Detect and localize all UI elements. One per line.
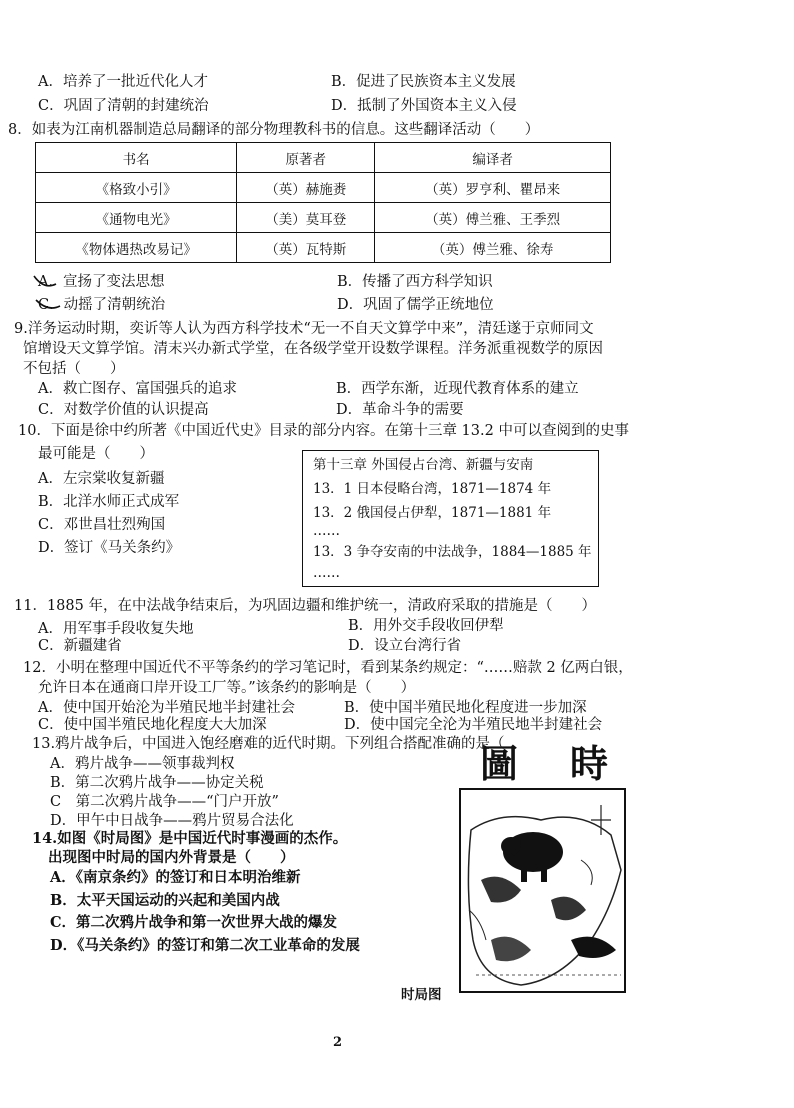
q10-stem-line2: 最可能是（ ）: [38, 446, 154, 462]
table-cell: （英）瓦特斯: [237, 233, 375, 263]
q12-stem-line1: 12．小明在整理中国近代不平等条约的学习笔记时，看到某条约规定：“……赔款 2 亿两白银，: [23, 660, 633, 676]
q9-option-b: B．西学东渐，近现代教育体系的建立: [336, 381, 579, 397]
q13-option-a: A．鸦片战争——领事裁判权: [50, 756, 235, 772]
table-cell: （英）赫施赉: [237, 173, 375, 203]
q9-option-a: A．救亡图存、富国强兵的追求: [38, 381, 237, 397]
q7-option-b: B．促进了民族资本主义发展: [331, 74, 516, 90]
q9-option-c: C．对数学价值的认识提高: [38, 402, 209, 418]
q14-option-b: B．太平天国运动的兴起和美国内战: [50, 892, 280, 909]
q12-option-a: A．使中国开始沦为半殖民地半封建社会: [38, 700, 295, 716]
q14-stem-line1: 14.如图《时局图》是中国近代时事漫画的杰作。: [32, 830, 348, 847]
q14-stem-line2: 出现图中时局的国内外背景是（ ）: [48, 849, 295, 866]
q7-option-c: C．巩固了清朝的封建统治: [38, 98, 209, 114]
toc-section: 13．3 争夺安南的中法战争，1884—1885 年: [313, 544, 592, 560]
table-row: [36, 203, 611, 233]
table-header-row: [36, 143, 611, 173]
table-cell: 《格致小引》: [36, 173, 237, 203]
q11-stem: 11．1885 年，在中法战争结束后，为巩固边疆和维护统一，清政府采取的措施是（ ）: [14, 598, 596, 614]
table-cell: （英）罗亨利、瞿昂来: [375, 173, 611, 203]
table-row: [36, 233, 611, 263]
q12-stem-line2: 允许日本在通商口岸开设工厂等。”该条约的影响是（ ）: [38, 680, 416, 696]
q10-option-b: B．北洋水师正式成军: [38, 494, 180, 510]
figure-caption: 时局图: [401, 987, 442, 1003]
q14-option-c: C．第二次鸦片战争和第一次世界大战的爆发: [50, 914, 338, 931]
table-cell: （美）莫耳登: [237, 203, 375, 233]
q7-option-d: D．抵制了外国资本主义入侵: [331, 98, 517, 114]
q14-option-d: D．《马关条约》的签订和第二次工业革命的发展: [50, 937, 360, 954]
table-cell: 《通物电光》: [36, 203, 237, 233]
q13-option-b: B．第二次鸦片战争——协定关税: [50, 775, 264, 791]
table-header: 书名: [36, 143, 237, 173]
figure-title-left-char: 圖: [480, 741, 519, 786]
q14-option-a: A．《南京条约》的签订和日本明治维新: [50, 869, 301, 886]
q11-option-b: B．用外交手段收回伊犁: [348, 618, 504, 634]
handwritten-marks: [30, 270, 70, 318]
q10-option-d: D．签订《马关条约》: [38, 540, 181, 556]
q13-stem: 13.鸦片战争后，中国进入饱经磨难的近代时期。下列组合搭配准确的是（: [32, 736, 505, 752]
q12-option-d: D．使中国完全沦为半殖民地半封建社会: [344, 717, 603, 733]
q7-option-a: A．培养了一批近代化人才: [38, 74, 208, 90]
table-header: 原著者: [237, 143, 375, 173]
cartoon-map-illustration: [461, 790, 626, 993]
q10-table-of-contents: [302, 450, 599, 587]
table-header: 编译者: [375, 143, 611, 173]
q8-stem: 8．如表为江南机器制造总局翻译的部分物理教科书的信息。这些翻译活动（ ）: [8, 122, 540, 138]
toc-section: 13．2 俄国侵占伊犁，1871—1881 年: [313, 505, 552, 521]
q12-option-c: C．使中国半殖民地化程度大大加深: [38, 717, 267, 733]
toc-ellipsis: ……: [313, 565, 340, 581]
q8-option-b: B．传播了西方科学知识: [337, 274, 493, 290]
table-cell: 《物体遇热改易记》: [36, 233, 237, 263]
page-number: 2: [333, 1035, 343, 1050]
q13-option-c: C 第二次鸦片战争——“门户开放”: [50, 794, 279, 810]
table-cell: （英）傅兰雅、徐寿: [375, 233, 611, 263]
q9-stem-line2: 馆增设天文算学馆。清末兴办新式学堂，在各级学堂开设数学课程。洋务派重视数学的原因: [23, 341, 603, 357]
q9-stem-line3: 不包括（ ）: [23, 361, 125, 377]
q13-option-d: D．甲午中日战争——鸦片贸易合法化: [50, 813, 294, 829]
q8-book-table: [35, 142, 611, 263]
toc-chapter-title: 第十三章 外国侵占台湾、新疆与安南: [313, 457, 534, 473]
q11-option-d: D．设立台湾行省: [348, 638, 462, 654]
figure-title-right-char: 時: [570, 741, 609, 786]
q10-option-a: A．左宗棠收复新疆: [38, 471, 165, 487]
q8-option-a: A．宣扬了变法思想: [38, 274, 165, 290]
toc-section: 13．1 日本侵略台湾，1871—1874 年: [313, 481, 552, 497]
toc-ellipsis: ……: [313, 523, 340, 539]
q10-stem-line1: 10．下面是徐中约所著《中国近代史》目录的部分内容。在第十三章 13.2 中可以查阅到的史事: [18, 423, 629, 439]
q8-option-c: C．动摇了清朝统治: [38, 297, 166, 313]
q9-stem-line1: 9.洋务运动时期，奕䜣等人认为西方科学技术“无一不自天文算学中来”，清廷遂于京师同文: [14, 321, 594, 337]
q12-option-b: B．使中国半殖民地化程度进一步加深: [344, 700, 587, 716]
q9-option-d: D．革命斗争的需要: [336, 402, 464, 418]
table-cell: （英）傅兰雅、王季烈: [375, 203, 611, 233]
q11-option-a: A．用军事手段收复失地: [38, 621, 194, 637]
shiju-tu-cartoon: [459, 788, 626, 993]
q10-option-c: C．邓世昌壮烈殉国: [38, 517, 166, 533]
table-row: [36, 173, 611, 203]
q11-option-c: C．新疆建省: [38, 638, 122, 654]
q8-option-d: D．巩固了儒学正统地位: [337, 297, 494, 313]
